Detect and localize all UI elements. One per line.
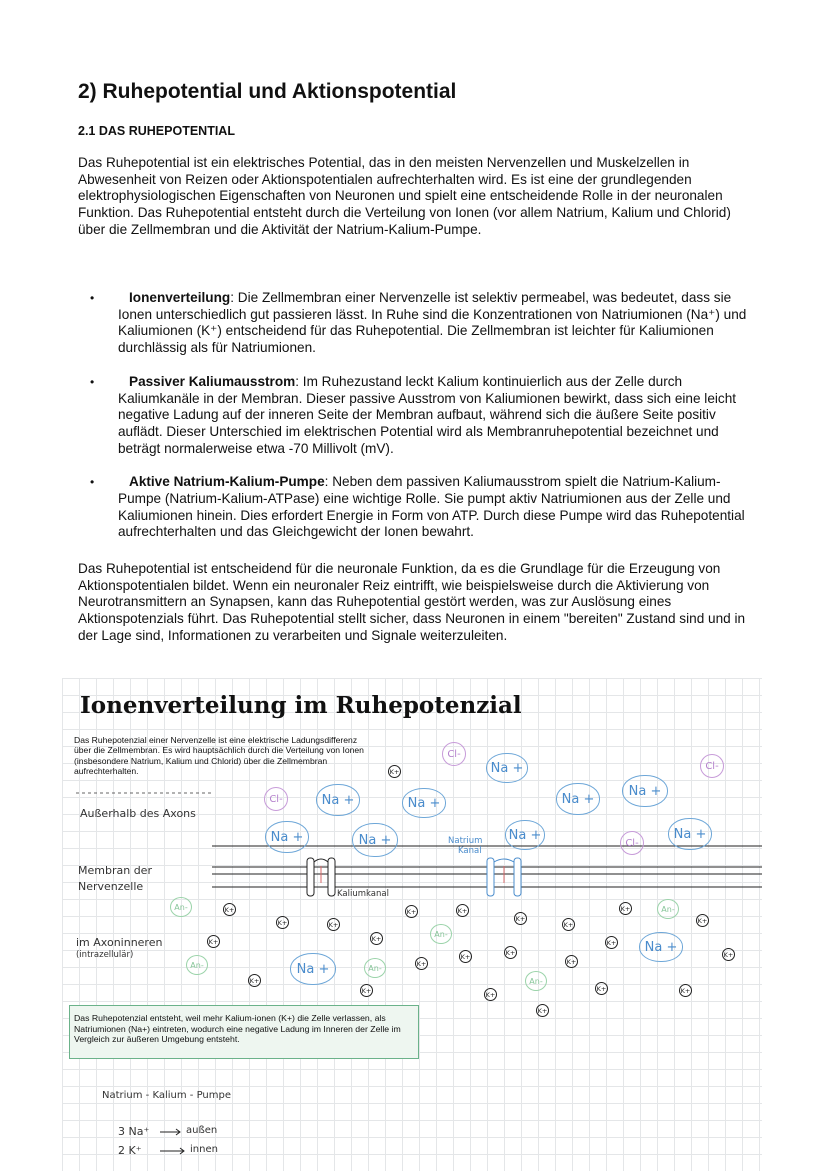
sodium-ion: Na + (622, 775, 668, 807)
anion: An- (186, 955, 208, 975)
potassium-ion: K+ (595, 982, 608, 995)
potassium-ion: K+ (360, 984, 373, 997)
sodium-ion: Na + (639, 932, 683, 962)
bullet-text: : Neben dem passiven Kaliumausstrom spielt die Natrium-Kalium-Pumpe (Natrium-Kalium-ATPase) eine wichtige Rolle. Sie pumpt aktiv Natriumionen aus der Zelle und Kaliumionen hinein. Dies erfordert Energie in Form von ATP. Durch diese Pumpe wird das Ruhepotential aufrechterhalten und das Gleichgewicht der Ionen bewahrt. (118, 474, 745, 540)
sodium-ion: Na + (505, 820, 545, 850)
diagram-note-box: Das Ruhepotenzial entsteht, weil mehr Kalium-ionen (K+) die Zelle verlassen, als Natriumionen (Na+) eintreten, wodurch eine negative Ladung im Inneren der Zelle im Vergleich zur äußeren Umgebung entsteht. (69, 1005, 419, 1059)
chloride-ion: Cl- (264, 787, 288, 811)
label-kaliumkanal: Kaliumkanal (337, 889, 389, 899)
diagram-intro: Das Ruhepotenzial einer Nervenzelle ist eine elektrische Ladungsdifferenz über die Zellmembran. Es wird hauptsächlich durch die Verteilung von Ionen (insbesondere Natrium, Kalium und Chlorid) über die Zellmembran aufrechterhalten. (74, 735, 364, 776)
potassium-ion: K+ (504, 946, 517, 959)
sodium-ion: Na + (556, 783, 600, 815)
sodium-channel-shape (487, 858, 521, 896)
pump-line-1-right: außen (186, 1125, 218, 1136)
anion: An- (430, 924, 452, 944)
bullet-ionenverteilung (90, 290, 750, 357)
potassium-ion: K+ (484, 988, 497, 1001)
potassium-ion: K+ (722, 948, 735, 961)
closing-paragraph: Das Ruhepotential ist entscheidend für die neuronale Funktion, da es die Grundlage für die Erzeugung von Aktionspotentialen bildet. Wenn ein neuronaler Reiz eintrifft, wie beispielsweise durch die Aktivierung von Neurotransmittern an Synapsen, kann das Ruhepotential gestört werden, was zur Auslösung eines Aktionspotenzials führt. Das Ruhepotential stellt sicher, dass Neuronen in einem "bereiten" Zustand sind und in der Lage sind, Informationen zu verarbeiten und Signale weiterzuleiten. (78, 561, 746, 643)
potassium-ion: K+ (207, 935, 220, 948)
potassium-ion: K+ (415, 957, 428, 970)
potassium-ion: K+ (327, 918, 340, 931)
bullet-list (90, 290, 750, 558)
label-inside-1: im Axoninneren (76, 936, 163, 949)
bullet-lead: Ionenverteilung (129, 290, 231, 305)
label-membrane-2: Nervenzelle (78, 880, 144, 893)
anion: An- (525, 971, 547, 991)
potassium-channel-shape (307, 858, 335, 896)
sodium-ion: Na + (486, 753, 528, 783)
potassium-ion: K+ (679, 984, 692, 997)
pump-line-2-right: innen (190, 1144, 218, 1155)
bullet-natrium-kalium-pumpe (90, 474, 750, 541)
potassium-ion: K+ (248, 974, 261, 987)
potassium-ion: K+ (562, 918, 575, 931)
sodium-ion: Na + (668, 818, 712, 850)
potassium-ion: K+ (388, 765, 401, 778)
potassium-ion: K+ (605, 936, 618, 949)
anion: An- (364, 958, 386, 978)
page-heading: 2) Ruhepotential und Aktionspotential (78, 80, 457, 103)
sodium-ion: Na + (316, 784, 360, 816)
sodium-ion: Na + (402, 788, 446, 818)
potassium-ion: K+ (459, 950, 472, 963)
potassium-ion: K+ (405, 905, 418, 918)
pump-line-2-left: 2 K⁺ (118, 1144, 142, 1157)
bullet-lead: Aktive Natrium-Kalium-Pumpe (129, 474, 325, 490)
sodium-ion: Na + (265, 821, 309, 853)
potassium-ion: K+ (536, 1004, 549, 1017)
sodium-ion: Na + (352, 823, 398, 857)
anion: An- (170, 897, 192, 917)
bullet-kaliumausstrom (90, 374, 750, 458)
bullet-lead: Passiver Kaliumausstrom (129, 373, 296, 389)
intro-paragraph: Das Ruhepotential ist ein elektrisches Potential, das in den meisten Nervenzellen und Muskelzellen in Abwesenheit von Reizen oder Aktionspotentialen aufrechterhalten wird. Es ist eine der grundlegenden elektrophysiologischen Eigenschaften von Neuronen und spielt eine entscheidende Rolle in der neuronalen Funktion. Das Ruhepotential entsteht durch die Verteilung von Ionen (vor allem Natrium, Kalium und Chlorid) über die Zellmembran und die Aktivität der Natrium-Kalium-Pumpe. (78, 155, 731, 237)
pump-line-1-left: 3 Na⁺ (118, 1125, 150, 1138)
ion-distribution-diagram (62, 678, 762, 1171)
potassium-ion: K+ (619, 902, 632, 915)
potassium-ion: K+ (276, 916, 289, 929)
label-membrane-1: Membran der (78, 864, 152, 877)
diagram-title: Ionenverteilung im Ruhepotenzial (80, 692, 522, 719)
bullet-text: : Im Ruhezustand leckt Kalium kontinuierlich aus der Zelle durch Kaliumkanäle in der Membran. Dieser passive Ausstrom von Kaliumionen bewirkt, dass sich eine leicht negative Ladung auf der inneren Seite der Membran aufbaut, während sich die äußere Seite positiv auflädt. Dieser Unterschied im elektrischen Potential wird als Membranruhepotential bezeichnet und beträgt normalerweise etwa -70 Millivolt (mV). (118, 373, 737, 456)
potassium-ion: K+ (456, 904, 469, 917)
chloride-ion: Cl- (700, 754, 724, 778)
pump-arrows (160, 1129, 184, 1154)
label-inside-2: (intrazellulär) (76, 950, 134, 960)
chloride-ion: Cl- (620, 831, 644, 855)
sodium-ion: Na + (290, 953, 336, 985)
label-natriumkanal-2: Kanal (458, 846, 482, 856)
potassium-ion: K+ (514, 912, 527, 925)
label-outside: Außerhalb des Axons (80, 807, 196, 820)
potassium-ion: K+ (696, 914, 709, 927)
bullet-marker: • (90, 291, 95, 305)
potassium-ion: K+ (370, 932, 383, 945)
pump-title: Natrium - Kalium - Pumpe (102, 1090, 232, 1101)
label-natriumkanal-1: Natrium (448, 836, 483, 846)
anion: An- (657, 899, 679, 919)
potassium-ion: K+ (223, 903, 236, 916)
chloride-ion: Cl- (442, 742, 466, 766)
bullet-marker: • (90, 374, 95, 389)
potassium-ion: K+ (565, 955, 578, 968)
bullet-text: : Die Zellmembran einer Nervenzelle ist selektiv permeabel, was bedeutet, dass sie Ionen unterschiedlich gut passieren lässt. In Ruhe sind die Konzentrationen von Natriumionen (Na⁺) und Kaliumionen (K⁺) entscheidend für das Ruhepotential. Die Zellmembran ist leichter für Kaliumionen durchlässig als für Natriumionen. (118, 290, 747, 356)
section-heading: 2.1 DAS RUHEPOTENTIAL (78, 124, 235, 138)
bullet-marker: • (90, 475, 95, 490)
